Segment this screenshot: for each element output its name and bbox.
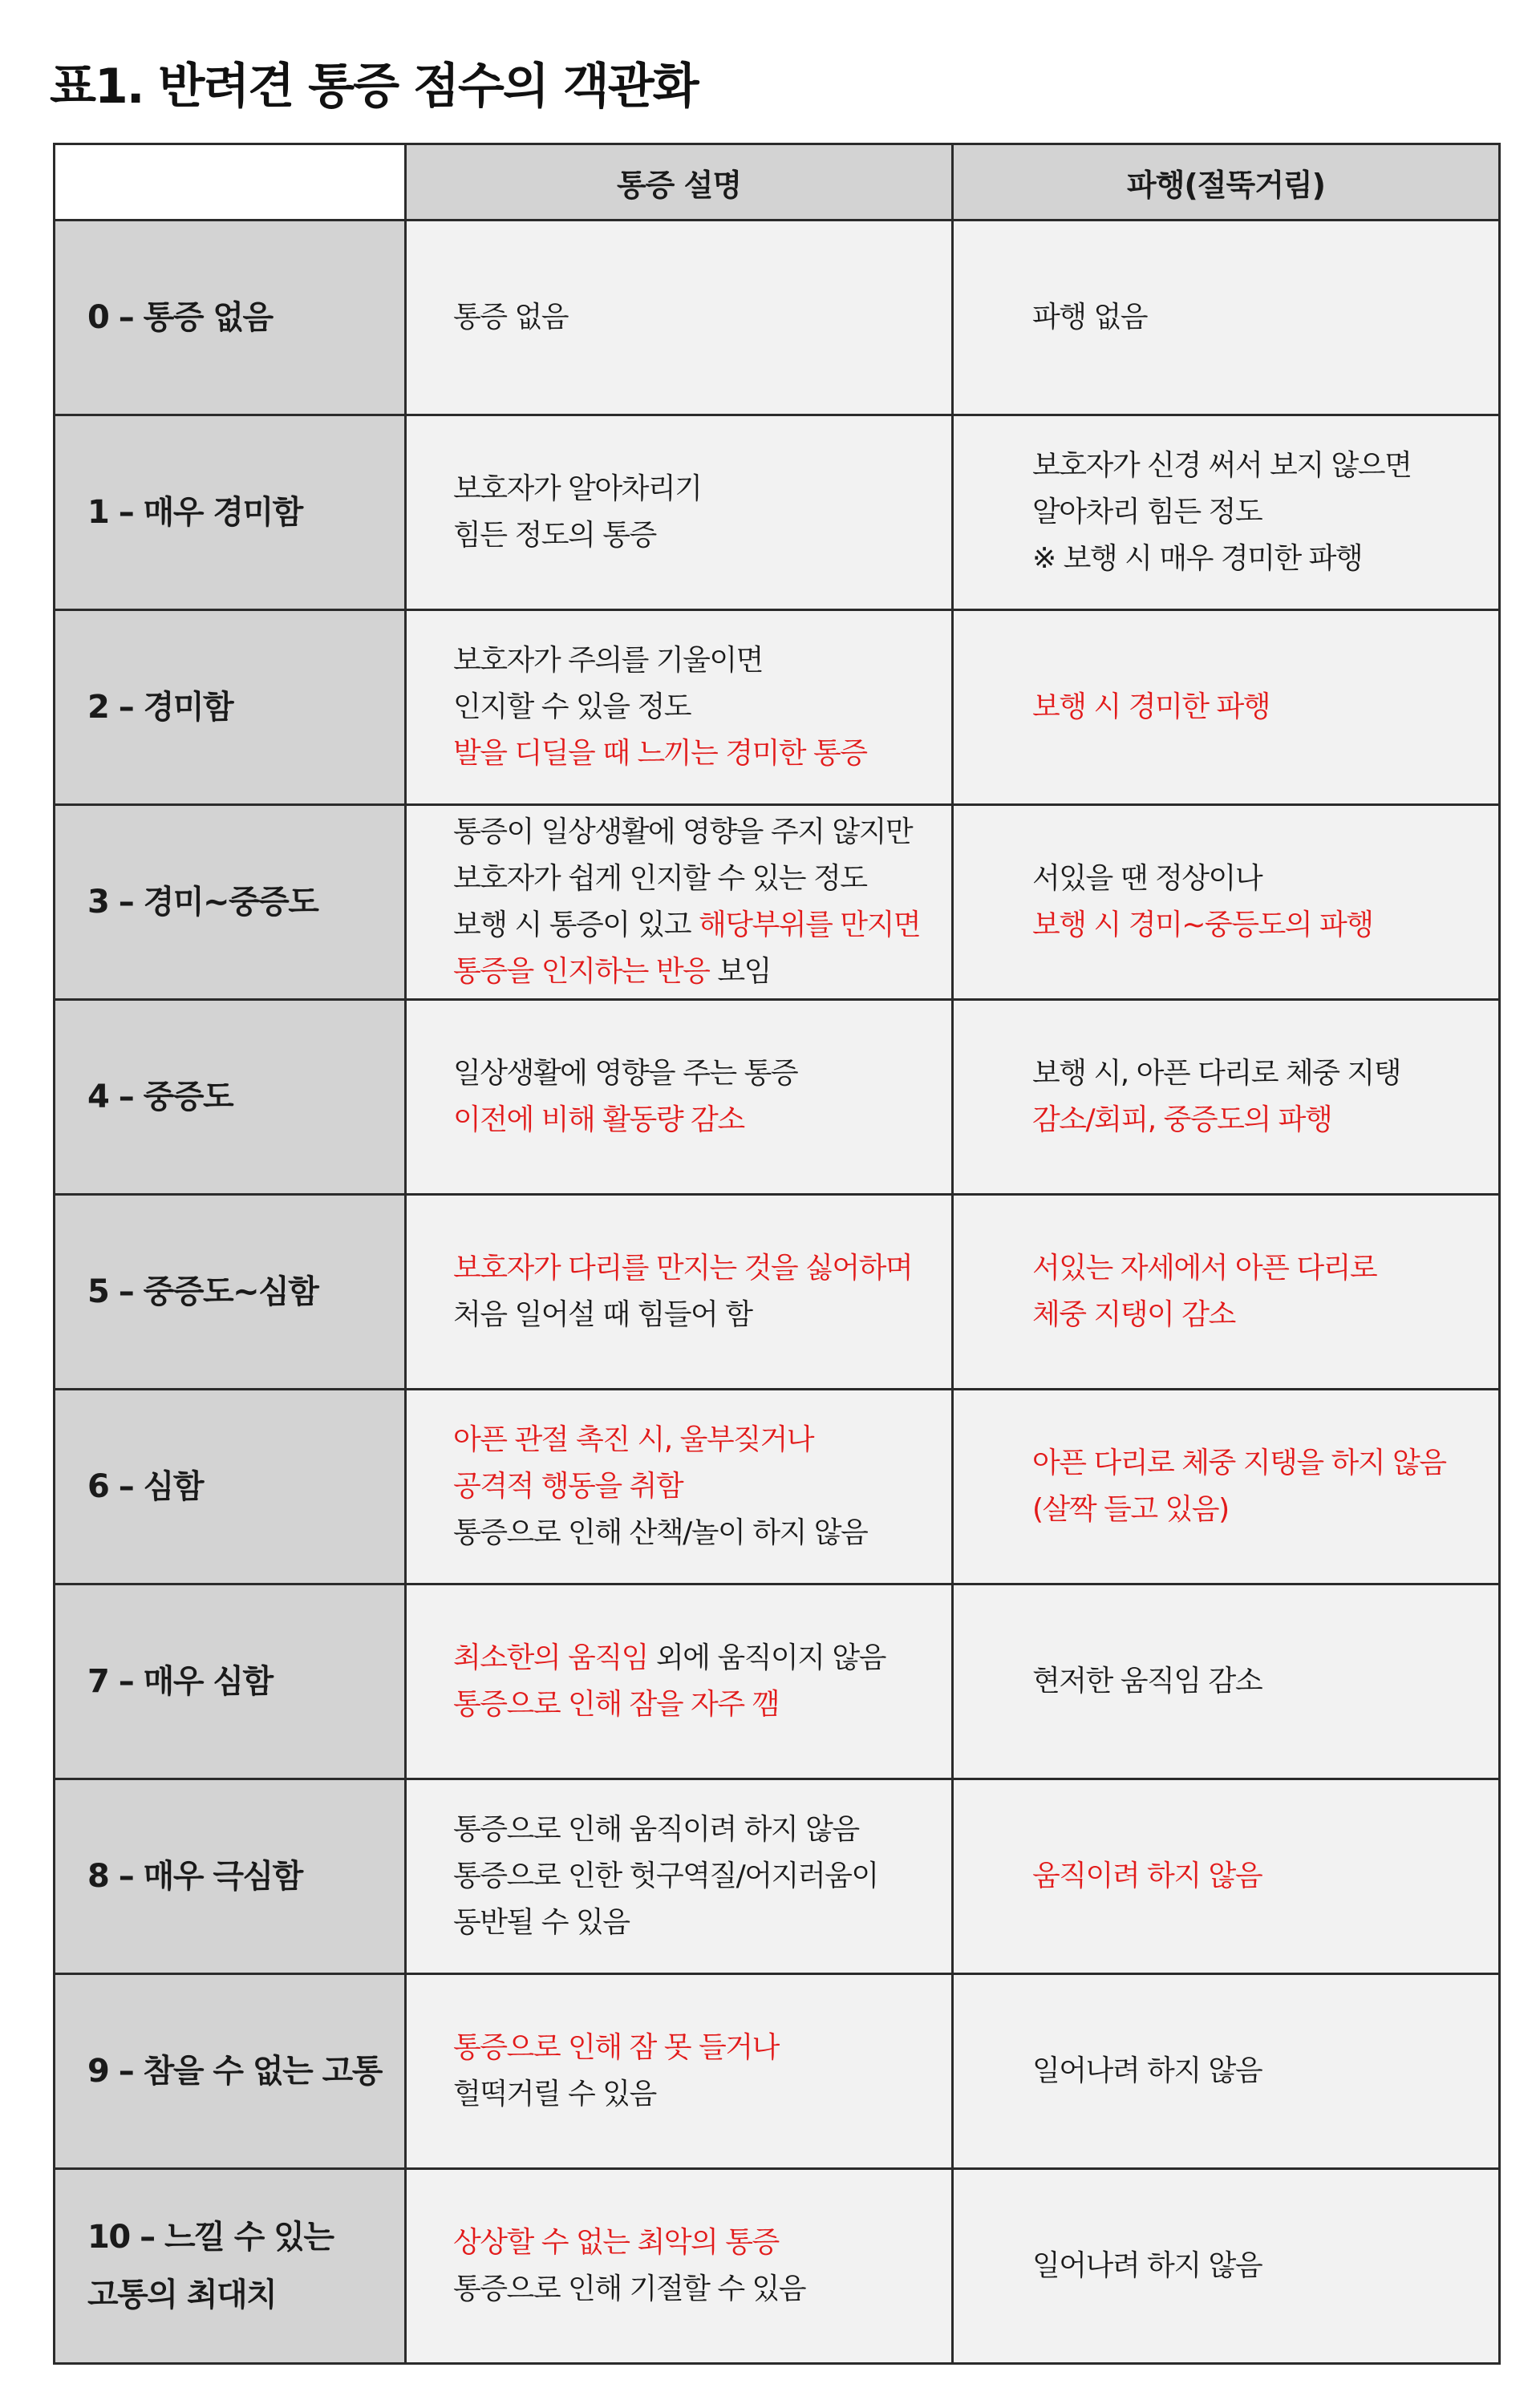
- lameness-cell: [953, 1974, 1500, 2169]
- table-row: [55, 221, 1500, 415]
- highlighted-text: 보행 시 경미한 파행: [1032, 690, 1270, 723]
- text-line: [453, 294, 943, 341]
- score-cell: [55, 1390, 406, 1584]
- table-row: [55, 610, 1500, 805]
- text-line: [1032, 1487, 1490, 1533]
- text-line: [453, 1050, 943, 1097]
- text-segment: 외에 움직이지 않음: [647, 1641, 886, 1674]
- table-row: [55, 1000, 1500, 1195]
- text-line: [1032, 902, 1490, 949]
- highlighted-text: 체중 지탱이 감소: [1032, 1298, 1235, 1331]
- score-cell: [55, 2169, 406, 2364]
- description-cell: [406, 1195, 953, 1390]
- text-line: [1032, 294, 1490, 341]
- score-cell: [55, 1584, 406, 1779]
- lameness-cell: [953, 1584, 1500, 1779]
- text-line: [1032, 536, 1490, 582]
- score-cell: [55, 805, 406, 1000]
- description-cell: [406, 221, 953, 415]
- score-label: 6 – 심함: [87, 1468, 203, 1505]
- text-line: [1032, 1853, 1490, 1900]
- table-row: [55, 415, 1500, 610]
- highlighted-text: 서있는 자세에서 아픈 다리로: [1032, 1252, 1377, 1285]
- header-blank-cell: [55, 144, 406, 221]
- text-line: [1032, 443, 1490, 489]
- text-segment: 통증으로 인해 산책/놀이 하지 않음: [453, 1516, 868, 1549]
- description-cell: [406, 805, 953, 1000]
- text-line: [1032, 1440, 1490, 1487]
- text-segment: 알아차리 힘든 정도: [1032, 496, 1262, 528]
- score-label: 3 – 경미~중증도: [87, 884, 318, 921]
- lameness-cell: [953, 805, 1500, 1000]
- text-segment: 인지할 수 있을 정도: [453, 690, 691, 723]
- description-cell: [406, 1390, 953, 1584]
- page-title: 표1. 반려견 통증 점수의 객관화: [50, 59, 698, 115]
- text-line: [453, 902, 943, 949]
- text-segment: 일어나려 하지 않음: [1032, 2054, 1262, 2087]
- score-label: 2 – 경미함: [87, 689, 233, 726]
- text-segment: 보행 시, 아픈 다리로 체중 지탱: [1032, 1057, 1400, 1090]
- score-cell: [55, 1000, 406, 1195]
- text-line: [1032, 1658, 1490, 1705]
- text-segment: 파행 없음: [1032, 301, 1148, 334]
- lameness-cell: [953, 610, 1500, 805]
- text-line: [1032, 2048, 1490, 2094]
- text-segment: 일상생활에 영향을 주는 통증: [453, 1057, 798, 1090]
- text-segment: 보임: [709, 955, 771, 988]
- highlighted-text: 상상할 수 없는 최악의 통증: [453, 2226, 779, 2259]
- text-segment: 현저한 움직임 감소: [1032, 1665, 1262, 1698]
- score-cell: [55, 610, 406, 805]
- score-cell: [55, 1195, 406, 1390]
- text-line: [1032, 1050, 1490, 1097]
- text-line: [453, 809, 943, 856]
- text-line: [1032, 1245, 1490, 1292]
- highlighted-text: 아픈 관절 촉진 시, 울부짖거나: [453, 1423, 814, 1456]
- highlighted-text: 통증으로 인해 잠 못 들거나: [453, 2031, 779, 2064]
- text-segment: ※ 보행 시 매우 경미한 파행: [1032, 542, 1363, 575]
- score-label: 5 – 중증도~심함: [87, 1273, 318, 1310]
- highlighted-text: 아픈 다리로 체중 지탱을 하지 않음: [1032, 1447, 1446, 1479]
- text-segment: 보행 시 통증이 있고: [453, 909, 699, 941]
- text-line: [1032, 1292, 1490, 1338]
- table-row: [55, 1584, 1500, 1779]
- text-segment: 힘든 정도의 통증: [453, 519, 656, 552]
- lameness-cell: [953, 1000, 1500, 1195]
- text-line: [453, 466, 943, 512]
- text-segment: 서있을 땐 정상이나: [1032, 862, 1262, 895]
- highlighted-text: 통증으로 인해 잠을 자주 깸: [453, 1688, 779, 1721]
- highlighted-text: 보호자가 다리를 만지는 것을 싫어하며: [453, 1252, 913, 1285]
- text-line: [453, 1807, 943, 1853]
- highlighted-text: 보행 시 경미~중등도의 파행: [1032, 909, 1373, 941]
- highlighted-text: 공격적 행동을 취함: [453, 1470, 683, 1503]
- score-label: 1 – 매우 경미함: [87, 494, 302, 531]
- text-segment: 보호자가 주의를 기울이면: [453, 644, 763, 677]
- score-cell: [55, 1974, 406, 2169]
- score-label: 고통의 최대치: [87, 2276, 277, 2313]
- text-segment: 보호자가 신경 써서 보지 않으면: [1032, 449, 1412, 482]
- table-row: [55, 2169, 1500, 2364]
- score-label: 8 – 매우 극심함: [87, 1858, 302, 1895]
- score-label: 9 – 참을 수 없는 고통: [87, 2053, 382, 2090]
- lameness-cell: [953, 1779, 1500, 1974]
- text-segment: 보호자가 알아차리기: [453, 472, 702, 505]
- table-row: [55, 1390, 1500, 1584]
- lameness-cell: [953, 415, 1500, 610]
- text-segment: 헐떡거릴 수 있음: [453, 2078, 656, 2111]
- table-header-row: [55, 144, 1500, 221]
- text-line: [453, 684, 943, 730]
- text-segment: 보호자가 쉽게 인지할 수 있는 정도: [453, 862, 867, 895]
- text-line: [1032, 489, 1490, 536]
- table-row: [55, 805, 1500, 1000]
- description-cell: [406, 1000, 953, 1195]
- text-line: [453, 637, 943, 684]
- text-segment: 통증 없음: [453, 301, 569, 334]
- text-line: [453, 949, 943, 995]
- text-line: [453, 1682, 943, 1728]
- score-cell: [55, 221, 406, 415]
- highlighted-text: 발을 디딜을 때 느끼는 경미한 통증: [453, 737, 867, 770]
- text-line: [453, 1635, 943, 1682]
- highlighted-text: (살짝 들고 있음): [1032, 1493, 1229, 1526]
- highlighted-text: 이전에 비해 활동량 감소: [453, 1103, 744, 1136]
- highlighted-text: 최소한의 움직임: [453, 1641, 648, 1674]
- description-cell: [406, 2169, 953, 2364]
- description-cell: [406, 1584, 953, 1779]
- highlighted-text: 통증을 인지하는 반응: [453, 955, 710, 988]
- text-line: [1032, 684, 1490, 730]
- text-line: [453, 1097, 943, 1143]
- text-line: [453, 1853, 943, 1900]
- text-line: [1032, 856, 1490, 902]
- header-description: 통증 설명: [406, 144, 953, 221]
- table-row: [55, 1779, 1500, 1974]
- text-segment: 일어나려 하지 않음: [1032, 2249, 1262, 2282]
- text-line: [453, 856, 943, 902]
- table-body: [55, 221, 1500, 2364]
- highlighted-text: 감소/회피, 중증도의 파행: [1032, 1103, 1332, 1136]
- text-line: [453, 1245, 943, 1292]
- text-segment: 동반될 수 있음: [453, 1906, 630, 1939]
- header-lameness: 파행(절뚝거림): [953, 144, 1500, 221]
- lameness-cell: [953, 2169, 1500, 2364]
- score-label: 7 – 매우 심함: [87, 1663, 273, 1700]
- pain-score-table: [53, 143, 1501, 2365]
- text-segment: 통증으로 인해 움직이려 하지 않음: [453, 1813, 859, 1846]
- text-line: [1032, 2243, 1490, 2289]
- text-line: [453, 1510, 943, 1556]
- lameness-cell: [953, 1195, 1500, 1390]
- highlighted-text: 해당부위를 만지면: [698, 909, 921, 941]
- score-label: 0 – 통증 없음: [87, 299, 273, 336]
- score-cell: [55, 415, 406, 610]
- score-cell: [55, 1779, 406, 1974]
- text-line: [453, 730, 943, 777]
- description-cell: [406, 610, 953, 805]
- text-segment: 처음 일어설 때 힘들어 함: [453, 1298, 752, 1331]
- text-line: [453, 1292, 943, 1338]
- text-line: [453, 2071, 943, 2118]
- description-cell: [406, 1974, 953, 2169]
- text-segment: 통증으로 인한 헛구역질/어지러움이: [453, 1860, 878, 1892]
- text-line: [453, 2266, 943, 2313]
- text-line: [453, 1463, 943, 1510]
- text-line: [453, 1417, 943, 1463]
- table-row: [55, 1195, 1500, 1390]
- lameness-cell: [953, 221, 1500, 415]
- text-line: [453, 512, 943, 559]
- text-line: [453, 2220, 943, 2266]
- lameness-cell: [953, 1390, 1500, 1584]
- description-cell: [406, 1779, 953, 1974]
- score-label: 10 – 느낄 수 있는: [87, 2219, 334, 2256]
- text-line: [453, 1900, 943, 1946]
- score-label: 4 – 중증도: [87, 1079, 233, 1115]
- text-segment: 통증이 일상생활에 영향을 주지 않지만: [453, 815, 913, 848]
- text-line: [1032, 1097, 1490, 1143]
- highlighted-text: 움직이려 하지 않음: [1032, 1860, 1262, 1892]
- table-row: [55, 1974, 1500, 2169]
- text-segment: 통증으로 인해 기절할 수 있음: [453, 2272, 806, 2305]
- text-line: [453, 2025, 943, 2071]
- description-cell: [406, 415, 953, 610]
